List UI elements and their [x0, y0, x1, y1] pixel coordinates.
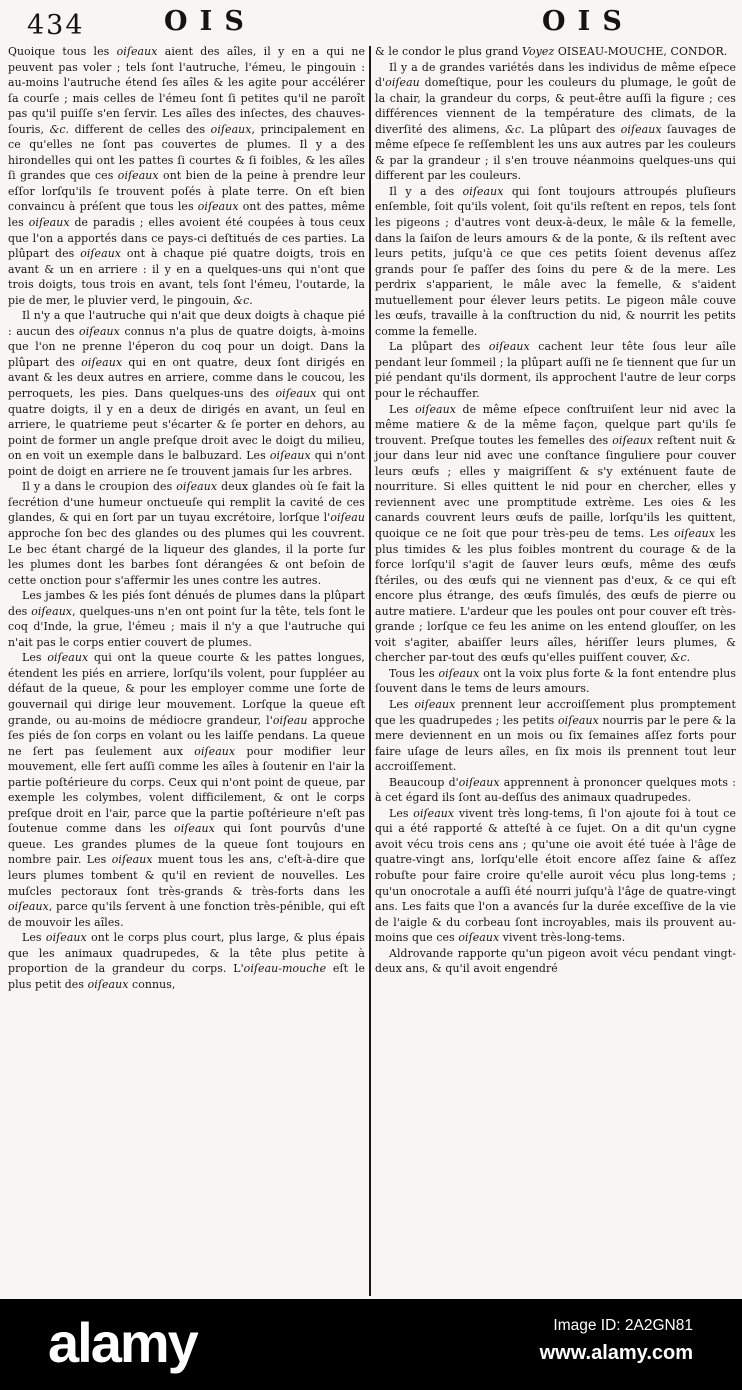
- alamy-logo: alamy: [48, 1310, 197, 1374]
- paragraph: Les oiſeaux ont le corps plus court, plus large, & plus épais que les animaux quadrupedes, & la tête plus petite à proportion de la grandeur du corps. L'oiſeau-mouche eſt le plus petit des oiſeaux connus,: [8, 931, 366, 991]
- column-left: [8, 44, 365, 1296]
- paragraph: Les jambes & les piés ſont dénués de plumes dans la plûpart des oiſeaux, quelques-uns n'en ont point ſur la tête, tels ſont le coq d'Inde, la grue, l'émeu ; mais il n'y a que l'autruche qui n'ait pas le corps entier couvert de plumes.: [8, 589, 365, 649]
- paragraph: Aldrovande rapporte qu'un pigeon avoit vécu pendant vingt-deux ans, & qu'il avoit engendré: [375, 946, 736, 976]
- paragraph: La plûpart des oiſeaux cachent leur tête ſous leur aîle pendant leur ſommeil ; la plûpart auſſi ne ſe tiennent que ſur un pié pendant qu'ils dorment, ils approchent l'autre de leur corps pour le réchauffer.: [375, 340, 736, 401]
- paragraph: Beaucoup d'oiſeaux apprennent à prononcer quelques mots : à cet égard ils ſont au-deſſus des animaux quadrupedes.: [375, 775, 736, 805]
- running-head-right: OIS: [541, 6, 635, 37]
- page-header: [0, 4, 742, 44]
- text-columns: [8, 44, 740, 1296]
- alamy-url-text: www.alamy.com: [539, 1341, 693, 1364]
- page-number: 434: [27, 10, 85, 41]
- paragraph: Il y a dans le croupion des oiſeaux deux glandes où ſe fait la ſecrétion d'une humeur onctueuſe qui remplit la cavité de ces glandes, & qui en ſort par un tuyau excrétoire, lorſque l'oiſeau approche ſon bec des glandes ou des plumes qui les couvrent. Le bec étant chargé de la liqueur des glandes, il la porte ſur les plumes dont les barbes ſont dérangées & ont beſoin de cette onction pour s'affermir les unes contre les autres.: [8, 480, 366, 587]
- paragraph: Il y a de grandes variétés dans les individus de même eſpece d'oiſeau domeſtique, pour les couleurs du plumage, le goût de la chair, la grandeur du corps, & peut-être auſſi la figure ; ces différences viennent de la température des climats, de la diverſité des alimens, &c. La plûpart des oiſeaux ſauvages de même eſpece ſe reſſemblent les uns aux autres par les couleurs & par la grandeur ; il s'en trouve néanmoins quelques-uns qui different par les couleurs.: [375, 60, 736, 183]
- column-right: [375, 44, 736, 1296]
- paragraph: & le condor le plus grand Voyez OISEAU-MOUCHE, CONDOR.: [375, 45, 728, 58]
- paragraph: Les oiſeaux prennent leur accroiſſement plus promptement que les quadrupedes ; les petits oiſeaux nourris par le pere & la mere deviennent en un mois ou ſix ſemaines aſſez forts pour faire uſage de leurs aîles, en ſix mois ils prennent tout leur accroiſſement.: [375, 697, 737, 774]
- watermark-bar: [0, 1299, 742, 1390]
- paragraph: Il y a des oiſeaux qui ſont toujours attroupés pluſieurs enſemble, ſoit qu'ils volent, ſoit qu'ils reſtent en repos, tels ſont les pigeons ; d'autres vont deux-à-deux, le mâle & la femelle, dans la ſaiſon de leurs amours & de la ponte, & ils reſtent avec leurs petits, juſqu'à ce que ces petits ſoient devenus aſſez grands pour ſe paſſer des ſoins du pere & de la mere. Les perdrix s'apparient, le mâle avec la femelle, & s'aident mutuellement pour élever leurs petits. Le pigeon mâle couve les œufs, travaille à la conſtruction du nid, & nourrit les petits comme la femelle.: [375, 184, 736, 338]
- paragraph: Quoique tous les oiſeaux aient des aîles, il y en a qui ne peuvent pas voler ; tels ſont l'autruche, l'émeu, le pingouin : au-moins l'autruche étend ſes aîles & les agite pour accélérer ſa courſe ; mais celles de l'émeu ſont ſi petites qu'il ne paroît pas qu'il puiſſe s'en ſervir. Les aîles des inſectes, des chauves-ſouris, &c. different de celles des oiſeaux, principalement en ce qu'elles ne ſont pas couvertes de plumes. Il y a des hirondelles qui ont les pattes ſi courtes & ſi foibles, & les aîles ſi grandes que ces oiſeaux ont bien de la peine à prendre leur eſſor lorſqu'ils ſe trouvent poſés à plate terre. On eſt bien convaincu à préſent que tous les oiſeaux ont des pattes, même les oiſeaux de paradis ; elles avoient été coupées à tous ceux que l'on a apportés dans ce pays-ci deſtitués de ces parties. La plûpart des oiſeaux ont à chaque pié quatre doigts, trois en avant & un en arriere : il y en a quelques-uns qui n'ont que trois doigts, tous trois en avant, tels ſont l'émeu, l'outarde, la pie de mer, le pluvier verd, le pingouin, &c.: [8, 45, 366, 307]
- watermark-ids: [540, 1317, 693, 1365]
- paragraph: Tous les oiſeaux ont la voix plus forte & la font entendre plus ſouvent dans le tems de leurs amours.: [375, 666, 737, 696]
- running-head-left: OIS: [163, 6, 257, 37]
- paragraph: Les oiſeaux qui ont la queue courte & les pattes longues, étendent les piés en arriere, lorſqu'ils volent, pour ſuppléer au défaut de la queue, & pour les employer comme une ſorte de gouvernail qui dirige leur mouvement. Lorſque la queue eſt grande, ou au-moins de médiocre grandeur, l'oiſeau approche ſes piés de ſon corps en volant ou les laiſſe pendans. La queue ne ſert pas ſeulement aux oiſeaux pour modifier leur mouvement, elle ſert auſſi comme les aîles à ſoutenir en l'air la partie poſtérieure du corps. Ceux qui n'ont point de queue, par exemple les colymbes, volent difficilement, & ont le corps preſque droit en l'air, parce que la partie poſtérieure n'eſt pas ſoutenue comme dans les oiſeaux qui ſont pourvûs d'une queue. Les grandes plumes de la queue ſont toujours en nombre pair. Les oiſeaux muent tous les ans, c'eſt-à-dire que leurs plumes tombent & qu'il en revient de nouvelles. Les muſcles pectoraux ſont très-grands & très-forts dans les oiſeaux, parce qu'ils ſervent à une fonction très-pénible, qui eſt de mouvoir les aîles.: [8, 651, 366, 929]
- paragraph: Les oiſeaux de même eſpece conſtruiſent leur nid avec la même matiere & de la même façon, quelque part qu'ils ſe trouvent. Preſque toutes les femelles des oiſeaux reſtent nuit & jour dans leur nid avec une conſtance ſinguliere pour couver leurs œufs ; elles y maigriſſent & s'y exténuent faute de nourriture. Si elles quittent le nid pour en chercher, elles y reviennent avec une promptitude extrème. Les oies & les canards couvrent leurs œufs de paille, lorſqu'ils les quittent, quoique ce ne ſoit que pour très-peu de tems. Les oiſeaux les plus timides & les plus foibles montrent du courage & de la force lorſqu'il s'agit de ſauver leurs œufs, même des œufs ſtériles, ou des œufs qui ne viennent pas d'eux, & ce qui eſt encore plus étrange, des œufs ſimulés, des œufs de pierre ou autre matiere. L'ardeur que les poules ont pour couver eſt très-grande ; lorſque ce feu les anime on les entend glouſſer, on les voit s'agiter, abaiſſer leurs aîles, hériſſer leurs plumes, & chercher par-tout des œufs qu'elles puiſſent couver, &c.: [375, 402, 736, 665]
- paragraph: Les oiſeaux vivent très long-tems, ſi l'on ajoute foi à tout ce qui a été rapporté & atteſté à ce ſujet. On a dit qu'un cygne avoit vécu trois cens ans ; qu'une oie avoit été tuée à l'âge de quatre-vingt ans, lorſqu'elle étoit encore aſſez ſaine & aſſez robuſte pour faire croire qu'elle auroit vécu plus long-tems ; qu'un onocrotale a auſſi été nourri juſqu'à l'âge de quatre-vingt ans. Les faits que l'on a avancés ſur la durée exceſſive de la vie de l'aigle & du corbeau ſont incroyables, mais ils prouvent au-moins que ces oiſeaux vivent très-long-tems.: [375, 806, 736, 945]
- image-id-text: Image ID: 2A2GN81: [553, 1316, 693, 1334]
- paragraph: Il n'y a que l'autruche qui n'ait que deux doigts à chaque pié : aucun des oiſeaux connus n'a plus de quatre doigts, à-moins que l'on ne prenne l'éperon du coq pour un doigt. Dans la plûpart des oiſeaux qui en ont quatre, deux ſont dirigés en avant & les deux autres en arriere, comme dans le coucou, les perroquets, les pies. Dans quelques-uns des oiſeaux qui ont quatre doigts, il y en a deux de dirigés en avant, un ſeul en arriere, le quatrieme peut s'écarter & ſe porter en dehors, au point de former un angle preſque droit avec le doigt du milieu, on en voit un exemple dans le balbuzard. Les oiſeaux qui n'ont point de doigt en arriere ne ſe trouvent jamais ſur les arbres.: [8, 309, 365, 478]
- column-divider: [369, 46, 371, 1296]
